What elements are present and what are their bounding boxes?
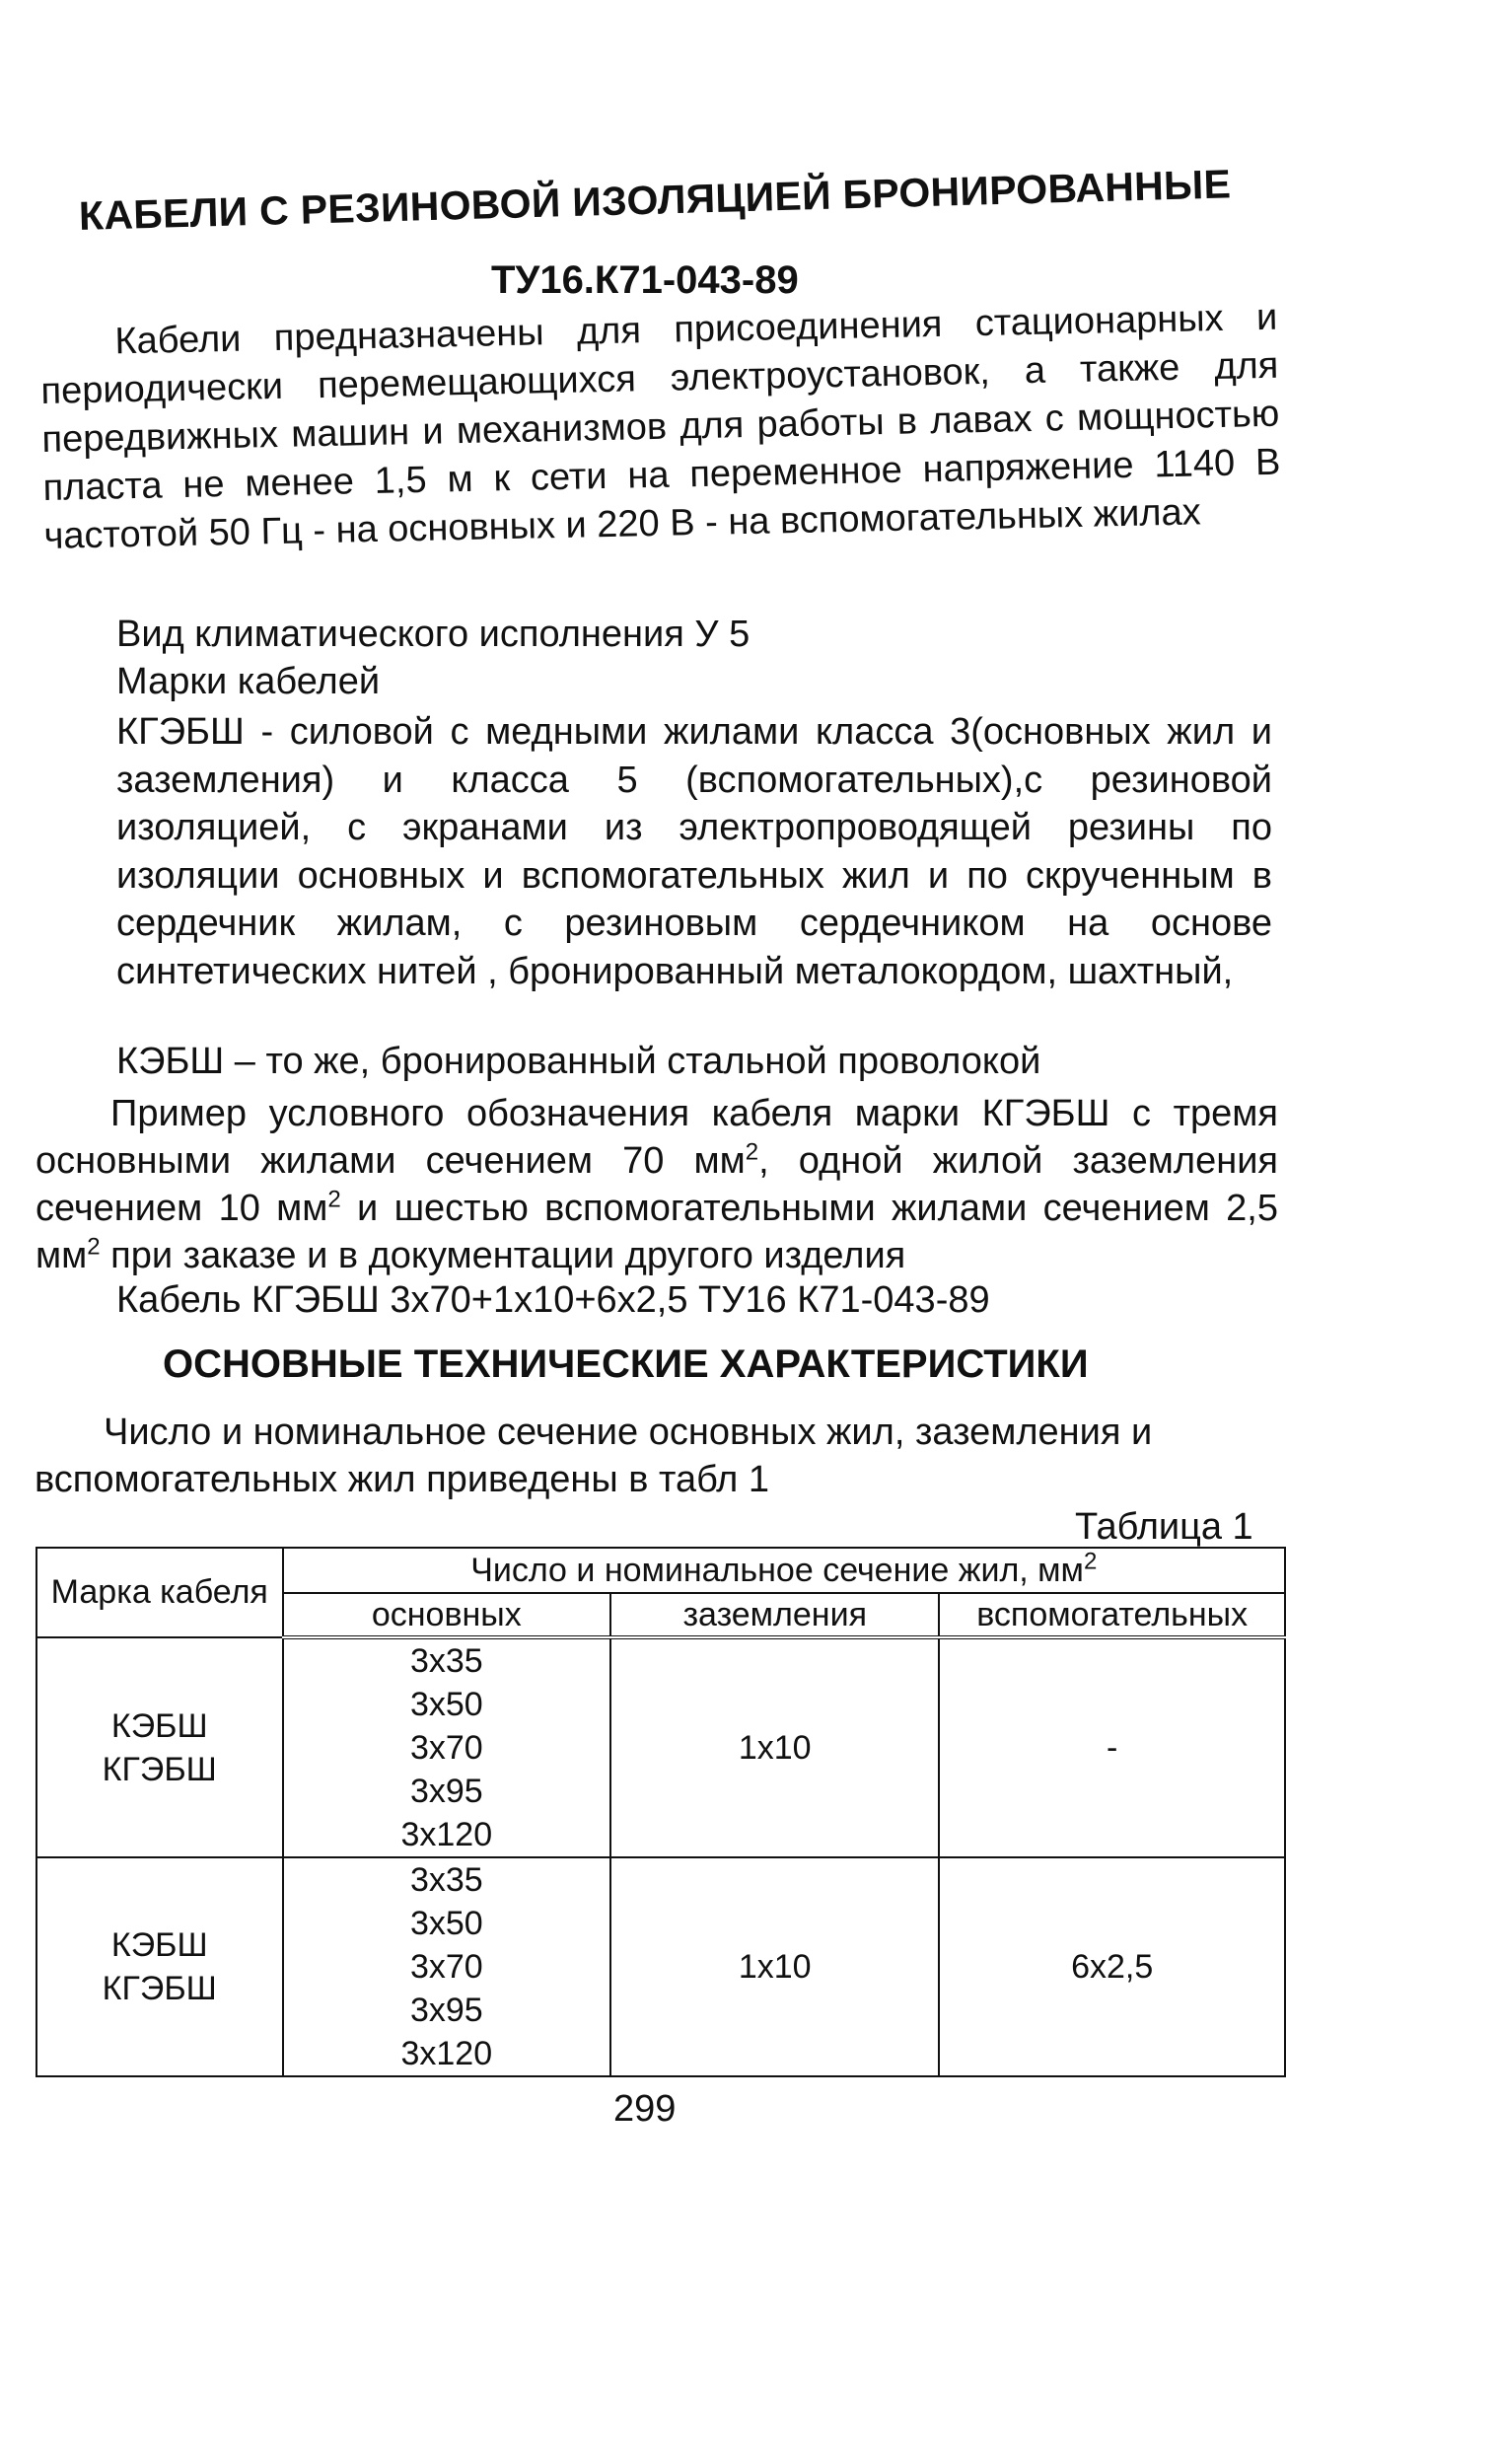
example-part-2: , одной жилой заземления сечением 10 мм	[36, 1140, 1278, 1229]
size-value: 3х35	[409, 1642, 483, 1680]
header-aux: вспомогательных	[939, 1593, 1285, 1637]
example-part-4: при заказе и в документации другого изделия	[100, 1235, 906, 1276]
cell-main	[283, 1637, 611, 1857]
table-caption: Таблица 1	[1075, 1506, 1253, 1548]
superscript: 2	[745, 1138, 759, 1166]
specification-table	[36, 1547, 1286, 2077]
mark-name: КЭБШ	[110, 1926, 208, 1964]
superscript: 2	[1083, 1548, 1098, 1575]
superscript: 2	[327, 1186, 341, 1213]
table-row	[36, 1637, 1285, 1857]
size-value: 3х50	[409, 1686, 483, 1723]
superscript: 2	[87, 1233, 101, 1261]
cell-ground: 1х10	[610, 1637, 939, 1857]
purpose-paragraph: Кабели предназначены для присоединения стационарных и периодически перемещающихся электроустановок, а также для передвижных машин и механизмов для работы в лавах с мощностью пласта не менее 1,5 м к сети на переменное напряжение 1140 В частотой 50 Гц - на основных и 220 В - на вспомогательных жилах	[40, 296, 1281, 557]
mark-name: КЭБШ	[110, 1706, 208, 1745]
header-ground: заземления	[610, 1593, 939, 1637]
size-value: 3х35	[409, 1861, 483, 1899]
table-header-row	[36, 1548, 1285, 1593]
cell-ground: 1х10	[610, 1857, 939, 2076]
example-paragraph	[36, 1090, 1278, 1279]
cell-aux: 6х2,5	[939, 1857, 1285, 2076]
size-value: 3х70	[409, 1948, 483, 1986]
cell-mark	[36, 1857, 283, 2076]
size-value: 3х70	[409, 1729, 483, 1767]
table-intro: Число и номинальное сечение основных жил, заземления и вспомогательных жил приведены в табл 1	[35, 1412, 1153, 1500]
kgebsh-text: КГЭБШ - силовой с медными жилами класса 3(основных жил и заземления) и класса 5 (вспомогательных),с резиновой изоляцией, с экранами из электропроводящей резины по изоляции основных и вспомогательных жил и по скрученным в сердечник жилам, с резиновым сердечником на основе синтетических нитей , бронированный металокордом, шахтный,	[116, 711, 1272, 992]
document-subtitle: ТУ16.К71-043-89	[491, 258, 799, 302]
header-main: основных	[283, 1593, 611, 1637]
size-value: 3х95	[409, 1992, 483, 2029]
designation-example: Кабель КГЭБШ 3х70+1х10+6х2,5 ТУ16 К71-043-89	[116, 1279, 990, 1321]
header-mark: Марка кабеля	[36, 1548, 283, 1637]
header-group-label: Число и номинальное сечение жил, мм	[470, 1551, 1084, 1589]
climate-line: Вид климатического исполнения У 5	[116, 614, 750, 655]
example-part-1: Пример условного обозначения кабеля марки КГЭБШ с тремя основными жилами сечением 70 мм	[36, 1093, 1278, 1182]
kebsh-description: КЭБШ – то же, бронированный стальной проволокой	[116, 1041, 1041, 1082]
table-row	[36, 1857, 1285, 2076]
page-number: 299	[613, 2088, 677, 2130]
mark-name: КГЭБШ	[102, 1970, 217, 2007]
size-value: 3х50	[409, 1905, 483, 1942]
size-value: 3х120	[400, 2035, 493, 2072]
example-part-3: и шестью вспомогательными жилами сечением 2,5 мм	[36, 1188, 1278, 1276]
cell-aux: -	[939, 1637, 1285, 1857]
section-heading: ОСНОВНЫЕ ТЕХНИЧЕСКИЕ ХАРАКТЕРИСТИКИ	[163, 1342, 1089, 1386]
header-group	[283, 1548, 1286, 1593]
brands-label: Марки кабелей	[116, 661, 381, 702]
size-value: 3х120	[400, 1816, 493, 1853]
kgebsh-description	[116, 708, 1272, 995]
cell-mark	[36, 1637, 283, 1857]
mark-name: КГЭБШ	[102, 1750, 217, 1788]
cell-main	[283, 1857, 611, 2076]
size-value: 3х95	[409, 1773, 483, 1810]
document-title: КАБЕЛИ С РЕЗИНОВОЙ ИЗОЛЯЦИЕЙ БРОНИРОВАННЫЕ	[78, 161, 1232, 239]
